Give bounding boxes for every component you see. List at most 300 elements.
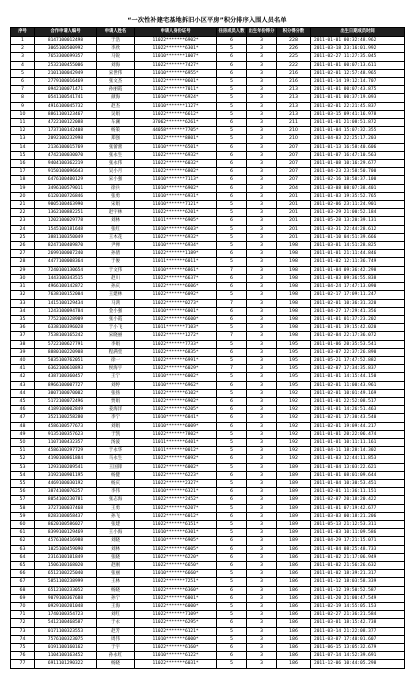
row-index: 27 (11, 250, 35, 258)
applicant-code: 9404100362219 (35, 160, 97, 168)
table-row (11, 102, 405, 110)
apply-date: 2011-01-01 22:52:08.517 (311, 397, 405, 405)
applicant-name: 刘婷 (97, 381, 135, 389)
table-row (11, 603, 405, 611)
applicant-name: 宋娟 (97, 201, 135, 209)
applicant-name: 王宁 (97, 373, 135, 381)
row-index: 7 (11, 86, 35, 94)
row-index: 62 (11, 537, 35, 545)
birth-score: 3 (247, 438, 277, 446)
row-index: 77 (11, 660, 35, 668)
birth-score: 3 (247, 135, 277, 143)
row-index: 63 (11, 545, 35, 553)
id-number: 11010*******6955* (135, 69, 217, 77)
total-score: 213 (277, 86, 311, 94)
birth-score: 3 (247, 586, 277, 594)
household-size: 6 (217, 488, 247, 496)
applicant-code: 5722100627791 (35, 340, 97, 348)
birth-score: 3 (247, 102, 277, 110)
applicant-name: 张永生 (97, 151, 135, 159)
apply-date: 2011-03-08 08:07:38.401 (311, 184, 405, 192)
applicant-name: 颜海 (97, 94, 135, 102)
birth-score: 3 (247, 603, 277, 611)
id-number: 11022*******7109* (135, 611, 217, 619)
row-index: 6 (11, 78, 35, 86)
household-size: 6 (217, 184, 247, 192)
birth-score: 3 (247, 578, 277, 586)
household-size: 5 (217, 356, 247, 364)
id-number: 11022*******8801* (135, 135, 217, 143)
applicant-name: 汤波 (97, 438, 135, 446)
applicant-name: 刘红 (97, 611, 135, 619)
household-size: 7 (217, 299, 247, 307)
household-size: 5 (217, 504, 247, 512)
row-index: 74 (11, 635, 35, 643)
birth-score: 3 (247, 512, 277, 520)
apply-date: 2011-04-29 17:21:15.071 (311, 537, 405, 545)
table-row (11, 545, 405, 553)
birth-score: 3 (247, 397, 277, 405)
applicant-name: 宋晓丽 (97, 332, 135, 340)
applicant-name: 王林 (97, 578, 135, 586)
row-index: 70 (11, 603, 35, 611)
table-row (11, 184, 405, 192)
birth-score: 3 (247, 562, 277, 570)
total-score: 213 (277, 110, 311, 118)
id-number: 11022*******6932* (135, 233, 217, 241)
applicant-name: 张丽 (97, 570, 135, 578)
applicant-code: 1025100459090 (35, 545, 97, 553)
row-index: 9 (11, 102, 35, 110)
applicant-name: 孙永红 (97, 652, 135, 660)
total-score: 198 (277, 307, 311, 315)
total-score: 222 (277, 61, 311, 69)
table-row (11, 406, 405, 414)
applicant-name: 刘林 (97, 217, 135, 225)
birth-score: 3 (247, 283, 277, 291)
household-size: 5 (217, 291, 247, 299)
id-number: 11010*******6009* (135, 422, 217, 430)
applicant-name: 宋小强 (97, 176, 135, 184)
household-size: 6 (217, 455, 247, 463)
table-row (11, 611, 405, 619)
household-size: 5 (217, 209, 247, 217)
applicant-name: 杨晓 (97, 586, 135, 594)
row-index: 54 (11, 471, 35, 479)
household-size: 6 (217, 119, 247, 127)
id-number: 11022*******6295* (135, 619, 217, 627)
applicant-code: 2101100042949 (35, 69, 97, 77)
id-number: 11010*******6905* (135, 537, 217, 545)
apply-date: 2011-01-14 19:12:14.707 (311, 78, 405, 86)
header-applicant-name: 申请人姓名 (97, 28, 135, 37)
table-row (11, 520, 405, 528)
apply-date: 2011-02-01 19:09:44.217 (311, 422, 405, 430)
birth-score: 3 (247, 594, 277, 602)
header-total-score: 积分得分数 (277, 28, 311, 37)
table-row (11, 151, 405, 159)
applicant-code: 9135100357623 (35, 430, 97, 438)
table-row (11, 463, 405, 471)
applicant-code: 1740100354723 (35, 611, 97, 619)
total-score: 198 (277, 315, 311, 323)
applicant-name: 刘林 (97, 545, 135, 553)
applicant-name: 张蕾蕾 (97, 143, 135, 151)
row-index: 17 (11, 168, 35, 176)
applicant-name: 金小强 (97, 307, 135, 315)
apply-date: 2011-07-14 14:52:39.691 (311, 652, 405, 660)
applicant-code: 0929100201048 (35, 603, 97, 611)
id-number: 11010*******6002* (135, 373, 217, 381)
household-size: 6 (217, 61, 247, 69)
table-row (11, 299, 405, 307)
birth-score: 3 (247, 463, 277, 471)
row-index: 49 (11, 430, 35, 438)
birth-score: 3 (247, 365, 277, 373)
table-row (11, 578, 405, 586)
birth-score: 3 (247, 69, 277, 77)
apply-date: 2011-01-01 19:15:42.020 (311, 324, 405, 332)
apply-date: 2011-02-01 17:30:43.540 (311, 414, 405, 422)
applicant-name: 王建林 (97, 291, 135, 299)
table-row (11, 365, 405, 373)
birth-score: 3 (247, 644, 277, 652)
applicant-code: 0191100160162 (35, 644, 97, 652)
apply-date: 2011-01-10 04:51:39.666 (311, 233, 405, 241)
total-score: 207 (277, 160, 311, 168)
table-row (11, 586, 405, 594)
table-row (11, 283, 405, 291)
id-number: 11022*******7802* (135, 430, 217, 438)
row-index: 22 (11, 209, 35, 217)
applicant-code: 1104100163452 (35, 652, 97, 660)
household-size: 6 (217, 512, 247, 520)
row-index: 20 (11, 192, 35, 200)
birth-score: 3 (247, 537, 277, 545)
household-size: 6 (217, 422, 247, 430)
household-size: 5 (217, 389, 247, 397)
total-score: 189 (277, 529, 311, 537)
apply-date: 2011-01-01 00:07:43.875 (311, 86, 405, 94)
id-number: 11022*******6301* (135, 45, 217, 53)
table-row (11, 340, 405, 348)
apply-date: 2011-01-04 15:07:32.355 (311, 127, 405, 135)
apply-date: 2011-02-07 17:34:35.837 (311, 365, 405, 373)
applicant-name: 宋世伟 (97, 69, 135, 77)
applicant-name: 李娟 (97, 340, 135, 348)
applicant-name: 张志海 (97, 496, 135, 504)
header-applicant-code: 合作申请人编号 (35, 28, 97, 37)
applicant-name: 于永华 (97, 447, 135, 455)
applicant-name: 赵芳 (97, 627, 135, 635)
apply-date: 2011-02-27 21:36:21.584 (311, 611, 405, 619)
apply-date: 2011-04-24 17:47:13.090 (311, 283, 405, 291)
id-number: 11010*******6301* (135, 529, 217, 537)
household-size: 5 (217, 430, 247, 438)
birth-score: 3 (247, 570, 277, 578)
table-row (11, 258, 405, 266)
id-number: 11022*******6160* (135, 644, 217, 652)
birth-score: 3 (247, 430, 277, 438)
applicant-code: 8966100007727 (35, 381, 97, 389)
total-score: 216 (277, 78, 311, 86)
household-size: 5 (217, 102, 247, 110)
birth-score: 3 (247, 110, 277, 118)
apply-date: 2011-01-02 21:17:06.949 (311, 553, 405, 561)
household-size: 5 (217, 447, 247, 455)
applicant-name: 孙丽霞 (97, 86, 135, 94)
total-score: 186 (277, 562, 311, 570)
household-size: 6 (217, 586, 247, 594)
household-size: 5 (217, 201, 247, 209)
row-index: 65 (11, 562, 35, 570)
applicant-code: 8861100123467 (35, 110, 97, 118)
total-score: 189 (277, 496, 311, 504)
applicant-name: 赵宇林 (97, 209, 135, 217)
row-index: 15 (11, 151, 35, 159)
applicant-name: 刘海 (97, 61, 135, 69)
applicant-code: 2092100232998 (35, 135, 97, 143)
birth-score: 3 (247, 184, 277, 192)
household-size: 6 (217, 348, 247, 356)
table-row (11, 242, 405, 250)
birth-score: 3 (247, 192, 277, 200)
id-number: 11010*******6934* (135, 242, 217, 250)
table-row (11, 488, 405, 496)
table-row (11, 570, 405, 578)
applicant-code: 0541100541741 (35, 94, 97, 102)
total-score: 228 (277, 37, 311, 45)
applicant-code: 5412100468587 (35, 619, 97, 627)
applicant-name: 于俊 (97, 258, 135, 266)
total-score: 201 (277, 225, 311, 233)
household-size: 6 (217, 143, 247, 151)
birth-score: 3 (247, 381, 277, 389)
birth-score: 3 (247, 455, 277, 463)
row-index: 64 (11, 553, 35, 561)
total-score: 186 (277, 635, 311, 643)
total-score: 186 (277, 611, 311, 619)
applicant-code: 7576100323075 (35, 635, 97, 643)
total-score: 192 (277, 455, 311, 463)
row-index: 21 (11, 201, 35, 209)
apply-date: 2011-06-15 13:05:32.679 (311, 644, 405, 652)
total-score: 189 (277, 479, 311, 487)
table-row (11, 225, 405, 233)
id-number: 11010*******6041* (135, 414, 217, 422)
household-size: 6 (217, 160, 247, 168)
applicant-name: 赵刚 (97, 562, 135, 570)
household-size: 6 (217, 381, 247, 389)
apply-date: 2011-01-01 01:37:23.202 (311, 315, 405, 323)
id-number: 11022*******0601* (135, 78, 217, 86)
apply-date: 2011-01-02 21:56:26.632 (311, 562, 405, 570)
applicant-code: 6120100726846 (35, 192, 97, 200)
apply-date: 2011-01-01 00:37:19.093 (311, 94, 405, 102)
household-size: 6 (217, 69, 247, 77)
total-score: 186 (277, 619, 311, 627)
total-score: 226 (277, 45, 311, 53)
id-number: 11022*******6902* (135, 37, 217, 45)
table-row (11, 315, 405, 323)
applicant-code: 0942100071471 (35, 86, 97, 94)
table-row (11, 78, 405, 86)
total-score: 198 (277, 283, 311, 291)
id-number: 11010*******6660* (135, 570, 217, 578)
birth-score: 3 (247, 209, 277, 217)
applicant-code: 5851100238999 (35, 578, 97, 586)
birth-score: 3 (247, 611, 277, 619)
applicant-name: 马鸿 (97, 299, 135, 307)
table-row (11, 381, 405, 389)
id-number: 11022*******6032* (135, 160, 217, 168)
id-number: 11022*******6121* (135, 627, 217, 635)
apply-date: 2011-01-04 08:25:48.733 (311, 545, 405, 553)
apply-date: 2011-12-06 10:44:05.298 (311, 660, 405, 668)
household-size: 6 (217, 553, 247, 561)
birth-score: 3 (247, 529, 277, 537)
apply-date: 2011-03-07 22:37:26.890 (311, 348, 405, 356)
total-score: 195 (277, 356, 311, 364)
household-size: 6 (217, 406, 247, 414)
apply-date: 2011-01-01 21:11:44.846 (311, 250, 405, 258)
applicant-code: 6476100400129 (35, 176, 97, 184)
household-size: 5 (217, 324, 247, 332)
id-number: 11010*******6501* (135, 143, 217, 151)
table-row (11, 332, 405, 340)
birth-score: 3 (247, 545, 277, 553)
total-score: 189 (277, 488, 311, 496)
applicant-code: 4966100142872 (35, 283, 97, 291)
household-size: 6 (217, 37, 247, 45)
apply-date: 2011-01-01 08:01:09.644 (311, 471, 405, 479)
birth-score: 3 (247, 78, 277, 86)
table-row (11, 37, 405, 45)
applicant-code: 1243100094784 (35, 307, 97, 315)
total-score: 198 (277, 324, 311, 332)
birth-score: 3 (247, 619, 277, 627)
birth-score: 3 (247, 291, 277, 299)
applicant-code: 4576100416988 (35, 537, 97, 545)
applicant-code: 3727100037468 (35, 504, 97, 512)
row-index: 67 (11, 578, 35, 586)
birth-score: 3 (247, 299, 277, 307)
household-size: 6 (217, 192, 247, 200)
birth-score: 3 (247, 447, 277, 455)
household-size: 5 (217, 233, 247, 241)
apply-date: 2011-03-01 14:51:28.825 (311, 242, 405, 250)
applicant-name: 杨庆 (97, 479, 135, 487)
birth-score: 3 (247, 250, 277, 258)
applicant-code: 8054100230781 (35, 496, 97, 504)
household-size: 6 (217, 315, 247, 323)
table-row (11, 619, 405, 627)
table-row (11, 86, 405, 94)
applicant-code: 6338100396028 (35, 324, 97, 332)
table-row (11, 652, 405, 660)
applicant-code: 1107100432357 (35, 438, 97, 446)
household-size: 5 (217, 45, 247, 53)
table-row (11, 53, 405, 61)
applicant-code: 2532100455006 (35, 61, 97, 69)
household-size: 6 (217, 537, 247, 545)
apply-date: 2011-03-18 23:16:01.992 (311, 45, 405, 53)
row-index: 31 (11, 283, 35, 291)
apply-date: 2011-02-19 14:55:05.153 (311, 603, 405, 611)
applicant-name: 杨健 (97, 471, 135, 479)
table-row (11, 389, 405, 397)
household-size: 6 (217, 151, 247, 159)
id-number: 11010*******6962* (135, 381, 217, 389)
applicant-name: 贾娟 (97, 397, 135, 405)
total-score: 192 (277, 430, 311, 438)
header-index: 序号 (11, 28, 35, 37)
birth-score: 3 (247, 53, 277, 61)
id-number: 11022*******6223* (135, 471, 217, 479)
row-index: 56 (11, 488, 35, 496)
apply-date: 2011-01-03 19:35:52.765 (311, 192, 405, 200)
household-size: 7 (217, 266, 247, 274)
header-date: 出生日期成员时间 (311, 28, 405, 37)
total-score: 210 (277, 127, 311, 135)
row-index: 23 (11, 217, 35, 225)
applicant-name: 于文伟 (97, 266, 135, 274)
applicant-code: 8880100220908 (35, 348, 97, 356)
table-row (11, 447, 405, 455)
id-number: 11022*******2452* (135, 496, 217, 504)
table-row (11, 348, 405, 356)
total-score: 204 (277, 184, 311, 192)
birth-score: 3 (247, 61, 277, 69)
applicant-code: 7538100165242 (35, 332, 97, 340)
applicant-code: 6512100225040 (35, 570, 97, 578)
table-row (11, 61, 405, 69)
applicant-code: 4586100577673 (35, 422, 97, 430)
id-number: 11022*******6005* (135, 545, 217, 553)
birth-score: 3 (247, 119, 277, 127)
table-row (11, 430, 405, 438)
applicant-name: 刘娟 (97, 422, 135, 430)
table-row (11, 307, 405, 315)
id-number: 11022*******6802* (135, 168, 217, 176)
applicant-code: 7653300699357 (35, 53, 97, 61)
apply-date: 2011-01-07 16:47:10.563 (311, 151, 405, 159)
applicant-name: 杨晓 (97, 660, 135, 668)
household-size: 5 (217, 373, 247, 381)
total-score: 186 (277, 660, 311, 668)
applicant-code: 6512100233052 (35, 586, 97, 594)
total-score: 213 (277, 102, 311, 110)
total-score: 213 (277, 94, 311, 102)
apply-date: 2011-04-03 22:25:17.203 (311, 135, 405, 143)
applicant-name: 王国锋 (97, 463, 135, 471)
applicant-code: 7240100130654 (35, 266, 97, 274)
total-score: 195 (277, 381, 311, 389)
id-number: 11011*******6011* (135, 258, 217, 266)
household-size: 5 (217, 86, 247, 94)
applicant-name: 侯海宇 (97, 365, 135, 373)
birth-score: 3 (247, 233, 277, 241)
applicant-code: 4190100861884 (35, 455, 97, 463)
row-index: 19 (11, 184, 35, 192)
applicant-name: 王小海 (97, 529, 135, 537)
row-index: 3 (11, 53, 35, 61)
applicant-code: 1443100343515 (35, 274, 97, 282)
total-score: 195 (277, 340, 311, 348)
apply-date: 2011-01-04 09:36:42.298 (311, 266, 405, 274)
applicant-code: 1202100029778 (35, 217, 97, 225)
table-row (11, 94, 405, 102)
